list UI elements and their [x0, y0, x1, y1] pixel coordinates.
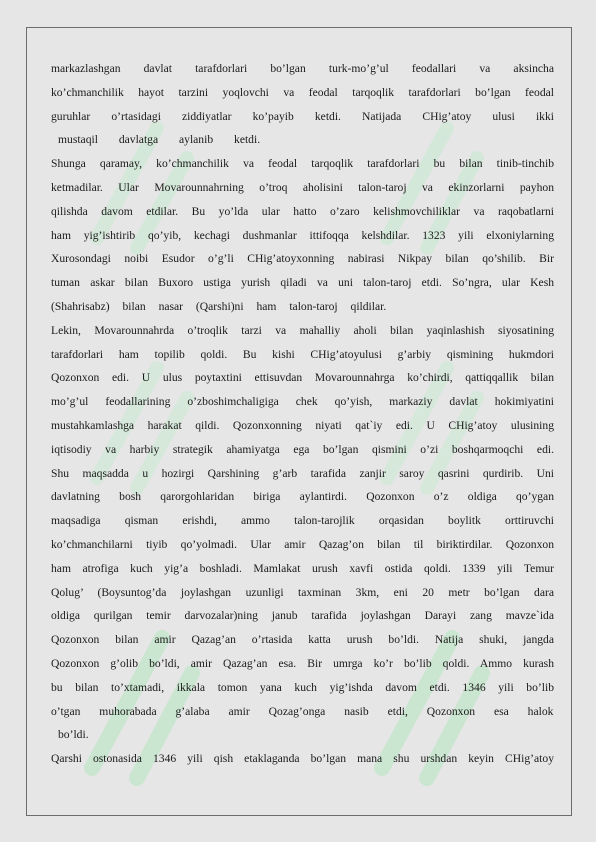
text-line: Qarshi ostonasida 1346 yili qish etaklaganda bo’lgan mana shu urshdan keyin CHig’atoy [51, 752, 554, 766]
text-line: mustaqil davlatga aylanib ketdi. [58, 133, 261, 147]
text-line: guruhlar o’rtasidagi ziddiyatlar ko’payib ketdi. Natijada CHig’atoy ulusi ikki [51, 109, 554, 123]
document-body [51, 57, 554, 771]
text-line: mustahkamlashga harakat qildi. Qozonxonning niyati qat`iy edi. U CHig’atoy ulusining [51, 418, 554, 432]
text-line: markazlashgan davlat tarafdorlari bo’lgan turk-mo’g’ul feodallari va aksincha [51, 62, 554, 75]
text-line: Qozonxon g’olib bo’ldi, amir Qazag’an esa. Bir umrga ko’r bo’lib qoldi. Ammo kurash [51, 656, 554, 670]
document-page [26, 27, 572, 816]
text-line: ham yig’ishtirib qo’yib, kechagi dushmanlar ittifoqqa kelshdilar. 1323 yili elxoniylarning [51, 228, 554, 242]
text-line: bo’ldi. [58, 728, 89, 742]
text-line: Xurosondagi noibi Esudor o’g’li CHig’atoyxonning nabirasi Nikpay bilan qo’shilib. Bir [51, 252, 554, 266]
text-line: o’tgan muhorabada g’alaba amir Qozag’onga nasib etdi, Qozonxon esa halok [51, 704, 554, 718]
text-line: davlatning bosh qarorgohlaridan biriga aylantirdi. Qozonxon o’z oldiga qo’ygan [51, 490, 554, 504]
text-line: oldiga qurilgan temir darvozalar)ning janub tarafida joylashgan Darayi zang mavze`ida [51, 609, 554, 623]
text-line: ketmadilar. Ular Movarounnahrning o’troq aholisini talon-taroj va ekinzorlarni payhon [51, 180, 554, 194]
text-line: qilishda davom etdilar. Bu yo’lda ular hatto o’zaro kelishmovchiliklar va raqobatlarni [51, 204, 554, 218]
text-line: Qozonxon bilan amir Qazag’an o’rtasida katta urush bo’ldi. Natija shuki, jangda [51, 633, 554, 647]
text-line: Shunga qaramay, ko’chmanchilik va feodal tarqoqlik tarafdorlari bu bilan tinib-tinchib [51, 157, 554, 171]
text-line: ko’chmanchilarni tiyib qo’yolmadi. Ular amir Qazag’on bilan til biriktirdilar. Qozonxon [51, 537, 554, 551]
text-line: bu bilan to’xtamadi, ikkala tomon yana kuch yig’ishda davom etdi. 1346 yili bo’lib [51, 680, 554, 694]
text-line: Qozonxon edi. U ulus poytaxtini ettisuvdan Movarounnahrga ko’chirdi, qattiqqallik bilan [51, 371, 554, 385]
text-line: ham atrofiga kuch yig’a boshladi. Mamlakat urush xavfi ostida qoldi. 1339 yili Temur [51, 561, 554, 575]
text-line: tarafdorlari ham topilib qoldi. Bu kishi CHig’atoyulusi g’arbiy qismining hukmdori [51, 347, 554, 361]
text-line: maqsadiga qisman erishdi, ammo talon-tarojlik orqasidan boylitk orttiruvchi [51, 514, 554, 528]
text-line: tuman askar bilan Buxoro ustiga yurish qiladi va uni talon-taroj etdi. So’ngra, ular Kesh [51, 276, 554, 290]
text-line: mo’g’ul feodallarining o’zboshimchaligiga chek qo’yish, markaziy davlat hokimiyatini [51, 395, 554, 409]
text-line: Lekin, Movarounnahrda o’troqlik tarzi va mahalliy aholi bilan yaqinlashish siyosatining [51, 323, 554, 337]
text-line: Shu maqsadda u hozirgi Qarshining g’arb tarafida zanjir saroy qasrini qurdirib. Uni [51, 466, 554, 480]
text-line: (Shahrisabz) bilan nasar (Qarshi)ni ham talon-taroj qildilar. [51, 299, 387, 313]
text-line: iqtisodiy va harbiy strategik ahamiyatga ega bo’lgan qismini o’zi boshqarmoqchi edi. [51, 442, 554, 456]
text-line: ko’chmanchilik hayot tarzini yoqlovchi va feodal tarqoqlik tarafdorlari bo’lgan feodal [51, 85, 554, 99]
text-line: Qolug’ (Boysuntog’da joylashgan uzunligi taxminan 3km, eni 20 metr bo’lgan dara [51, 585, 554, 599]
